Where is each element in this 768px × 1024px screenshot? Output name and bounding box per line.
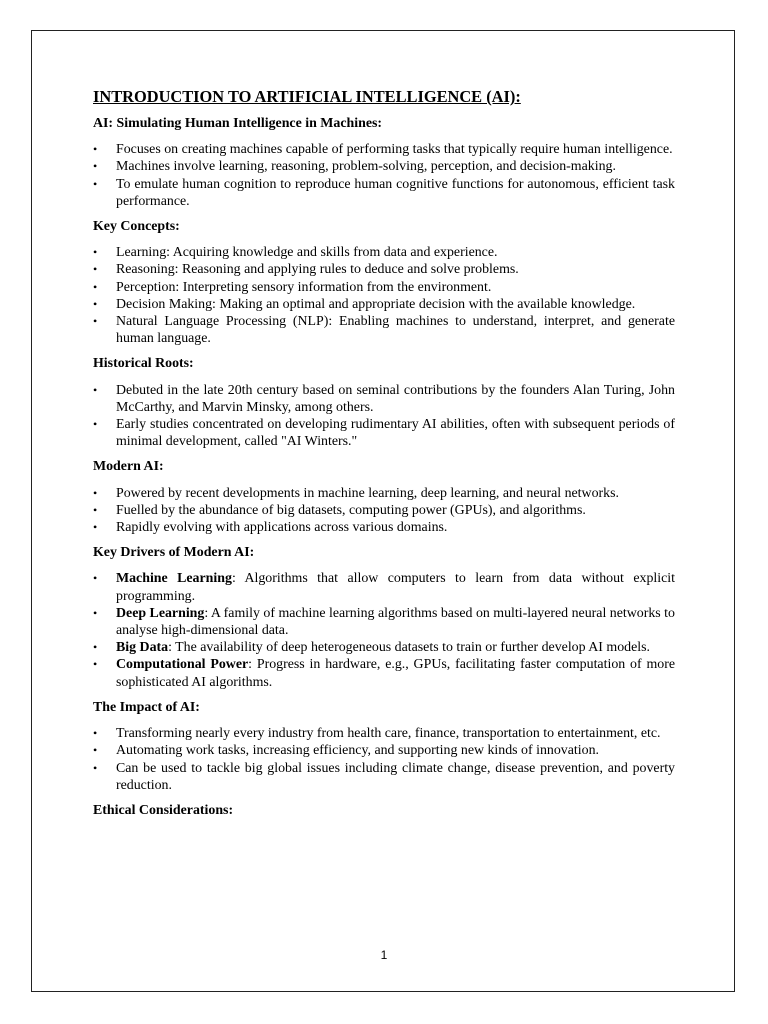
bullet-icon: • [93,605,98,620]
list-item [93,760,675,794]
list-item-text: Learning: Acquiring knowledge and skills from data and experience. [116,245,498,261]
bullet-icon: • [93,502,98,517]
list-item [93,382,675,416]
list-item [93,725,675,742]
section-heading: Key Concepts: [93,219,180,235]
bullet-list [93,141,675,210]
list-item-term: Computational Power [116,657,249,673]
list-item-text: Automating work tasks, increasing efficiency, and supporting new kinds of innovation. [116,743,599,759]
list-item [93,416,675,450]
bullet-icon: • [93,417,98,432]
list-item [93,605,675,639]
list-item [93,176,675,210]
bullet-list [93,725,675,794]
bullet-list [93,485,675,537]
page-number: 1 [380,948,388,962]
list-item-term: Deep Learning [116,605,205,621]
list-item [93,656,675,690]
list-item [93,296,675,313]
list-item-text: Can be used to tackle big global issues including climate change, disease prevention, and poverty reduction. [116,760,675,793]
list-item-term: Big Data [116,640,169,656]
list-item-text: Powered by recent developments in machine learning, deep learning, and neural networks. [116,485,619,501]
section-heading: Modern AI: [93,459,164,475]
bullet-list [93,382,675,451]
bullet-icon: • [93,382,98,397]
bullet-icon: • [93,159,98,174]
list-item-text: Transforming nearly every industry from health care, finance, transportation to entertainment, etc. [116,726,661,742]
list-item [93,742,675,759]
section-heading: Historical Roots: [93,356,194,372]
bullet-icon: • [93,262,98,277]
section-heading: The Impact of AI: [93,699,200,715]
list-item [93,244,675,261]
bullet-icon: • [93,571,98,586]
document-body [93,87,675,827]
sections-container [93,115,675,827]
bullet-list [93,244,675,347]
section-heading: Key Drivers of Modern AI: [93,545,255,561]
list-item-text: Decision Making: Making an optimal and appropriate decision with the available knowledge. [116,296,636,312]
list-item-text: : Algorithms that allow computers to learn from data without explicit programming. [116,571,675,604]
list-item-text: Early studies concentrated on developing rudimentary AI abilities, often with subsequent periods of minimal development, called "AI Winters." [116,417,675,450]
bullet-icon: • [93,520,98,535]
bullet-icon: • [93,296,98,311]
list-item-term: Machine Learning [116,571,232,587]
list-item-text: To emulate human cognition to reproduce human cognitive functions for autonomous, efficient task performance. [116,176,675,209]
list-item [93,570,675,604]
list-item [93,141,675,158]
list-item-text: : The availability of deep heterogeneous datasets to train or further develop AI models. [168,640,650,656]
list-item [93,158,675,175]
list-item-text: Fuelled by the abundance of big datasets, computing power (GPUs), and algorithms. [116,502,586,518]
bullet-icon: • [93,142,98,157]
bullet-list [93,570,675,690]
list-item [93,261,675,278]
list-item-text: Natural Language Processing (NLP): Enabling machines to understand, interpret, and generate human language. [116,314,675,347]
list-item-text: : A family of machine learning algorithms based on multi-layered neural networks to analyse high-dimensional data. [116,605,675,639]
section-heading: Ethical Considerations: [93,802,234,818]
bullet-icon: • [93,726,98,741]
list-item-text: Reasoning: Reasoning and applying rules to deduce and solve problems. [116,262,519,278]
list-item-text: Debuted in the late 20th century based on seminal contributions by the founders Alan Turing, John McCarthy, and Marvin Minsky, among others. [116,382,675,415]
list-item-text: Machines involve learning, reasoning, problem-solving, perception, and decision-making. [116,159,616,175]
document-title: INTRODUCTION TO ARTIFICIAL INTELLIGENCE (AI): [93,87,521,106]
list-item [93,519,675,536]
list-item [93,313,675,347]
list-item [93,485,675,502]
list-item-text: Rapidly evolving with applications across various domains. [116,520,448,536]
bullet-icon: • [93,657,98,672]
bullet-icon: • [93,485,98,500]
bullet-icon: • [93,743,98,758]
bullet-icon: • [93,279,98,294]
bullet-icon: • [93,314,98,329]
list-item-text: Perception: Interpreting sensory information from the environment. [116,279,492,295]
list-item-text: : Progress in hardware, e.g., GPUs, facilitating faster computation of more sophisticated AI algorithms. [116,657,676,690]
bullet-icon: • [93,640,98,655]
list-item [93,279,675,296]
bullet-icon: • [93,245,98,260]
list-item-text: Focuses on creating machines capable of performing tasks that typically require human intelligence. [116,142,673,158]
bullet-icon: • [93,176,98,191]
section-heading: AI: Simulating Human Intelligence in Machines: [93,116,383,131]
list-item [93,502,675,519]
bullet-icon: • [93,760,98,775]
list-item [93,639,675,656]
